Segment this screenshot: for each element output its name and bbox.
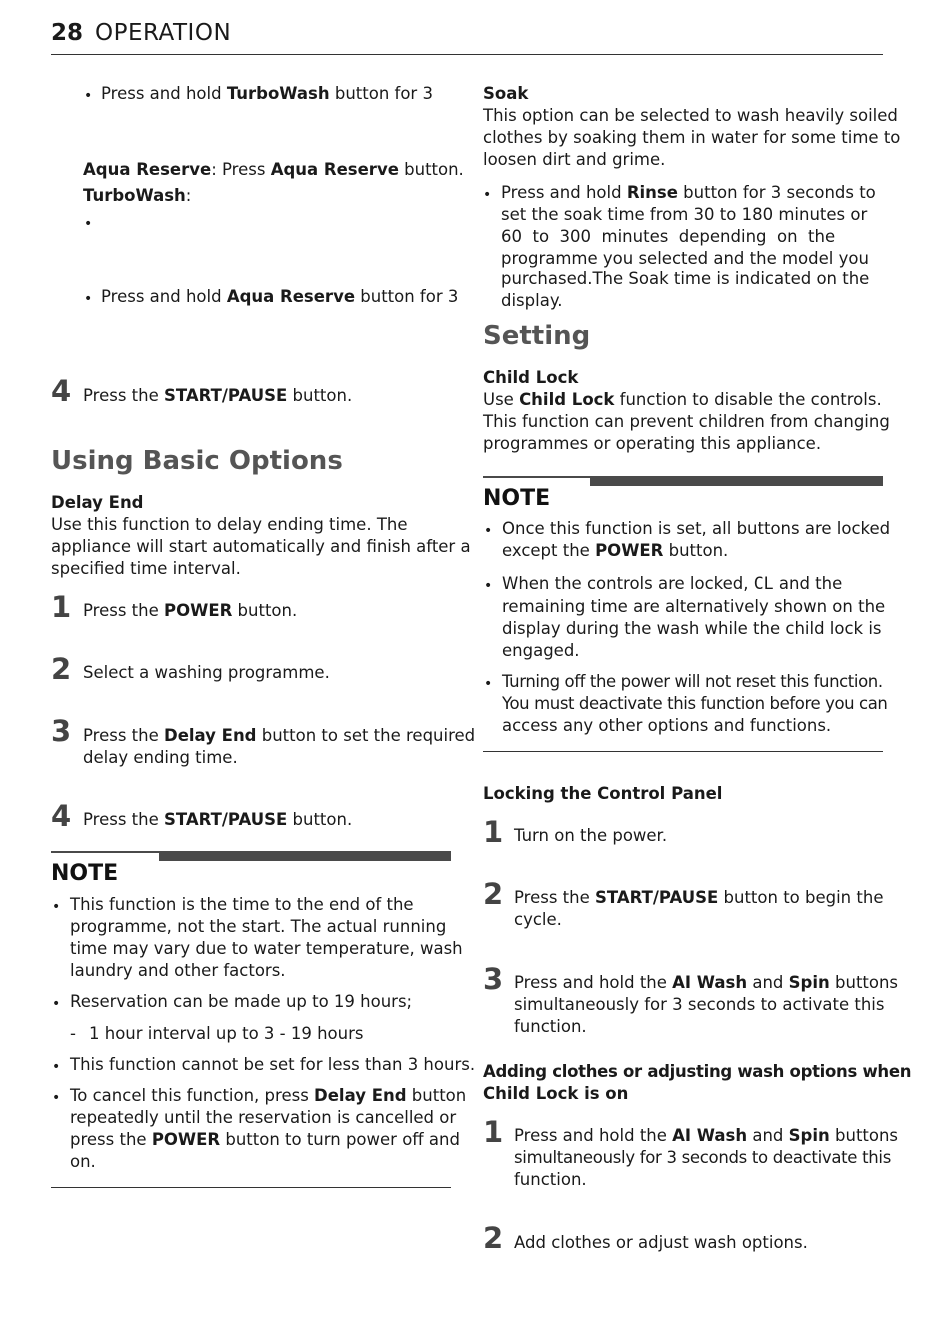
paragraph-line: programmes or operating this appliance. (483, 434, 822, 453)
aqua-reserve-hold-bullet: Press and hold Aqua Reserve button for 3 (101, 287, 459, 306)
paragraph-line: This option can be selected to wash heavily soiled (483, 106, 898, 125)
step-number: 2 (483, 1221, 504, 1255)
note-line: except the POWER button. (502, 541, 729, 560)
turbowash-label: TurboWash: (83, 186, 192, 205)
note-line: This function cannot be set for less than 3 hours. (70, 1055, 476, 1074)
note-bar (590, 476, 883, 486)
paragraph-line: clothes by soaking them in water for some time to (483, 128, 901, 147)
step-text: Press and hold the AI Wash and Spin buttons (514, 973, 899, 992)
note-line: time may vary due to water temperature, wash (70, 939, 463, 958)
soak-bullet-line: set the soak time from 30 to 180 minutes or (501, 205, 868, 224)
turbowash-hold-bullet: Press and hold TurboWash button for 3 (101, 84, 433, 103)
bullet-marker: • (52, 1090, 61, 1106)
header-divider (51, 54, 883, 55)
bullet-marker: • (52, 996, 61, 1012)
bullet-marker: • (84, 216, 93, 232)
step-text: Turn on the power. (514, 826, 668, 845)
soak-bullet-line: programme you selected and the model you (501, 249, 869, 268)
paragraph-line: appliance will start automatically and finish after a (51, 537, 471, 556)
note-line: laundry and other factors. (70, 961, 286, 980)
child-lock-heading: Child Lock (483, 368, 579, 387)
page-header-title: OPERATION (95, 20, 232, 46)
step-number: 3 (483, 962, 504, 996)
bullet-marker: • (52, 899, 61, 915)
step-number: 4 (51, 799, 72, 833)
soak-heading: Soak (483, 84, 529, 103)
bullet-marker: • (484, 676, 493, 692)
paragraph-line: specified time interval. (51, 559, 241, 578)
step-number: 4 (51, 374, 72, 408)
note-line: display during the wash while the child lock is (502, 619, 882, 638)
note-line: Turning off the power will not reset this function. (502, 672, 883, 691)
soak-bullet-line: purchased.The Soak time is indicated on the (501, 269, 870, 288)
note-line: engaged. (502, 641, 580, 660)
page-number: 28 (51, 20, 84, 46)
step-text: Press and hold the AI Wash and Spin buttons (514, 1126, 899, 1145)
delay-end-heading: Delay End (51, 493, 144, 512)
aqua-reserve-line: Aqua Reserve: Press Aqua Reserve button. (83, 160, 464, 179)
step-text: Press the Delay End button to set the required (83, 726, 476, 745)
step-text: Press the START/PAUSE button. (83, 810, 353, 829)
note-bottom-rule (51, 1187, 451, 1188)
step-number: 2 (51, 652, 72, 686)
paragraph-line: Use Child Lock function to disable the controls. (483, 390, 882, 409)
step-text-cont: simultaneously for 3 seconds to deactivate this (514, 1148, 892, 1167)
sub-bullet-dash: - (70, 1024, 76, 1043)
paragraph-line: Use this function to delay ending time. The (51, 515, 408, 534)
note-line: repeatedly until the reservation is cancelled or (70, 1108, 457, 1127)
note-line: When the controls are locked, CL and the (502, 574, 843, 593)
note-line: on. (70, 1152, 96, 1171)
step-text-cont: delay ending time. (83, 748, 238, 767)
note-top-rule (483, 476, 590, 478)
step-text: Select a washing programme. (83, 663, 330, 682)
note-line: Once this function is set, all buttons are locked (502, 519, 891, 538)
step-text-cont: simultaneously for 3 seconds to activate this (514, 995, 885, 1014)
note-line: This function is the time to the end of the (70, 895, 414, 914)
note-line: 1 hour interval up to 3 - 19 hours (89, 1024, 364, 1043)
paragraph-line: loosen dirt and grime. (483, 150, 666, 169)
bullet-marker: • (484, 578, 493, 594)
step-number: 2 (483, 877, 504, 911)
step-text: Press the POWER button. (83, 601, 298, 620)
note-bar (159, 851, 451, 861)
soak-bullet-line: Press and hold Rinse button for 3 seconds to (501, 183, 876, 202)
step-text: Press the START/PAUSE button. (83, 386, 353, 405)
step-number: 1 (483, 815, 504, 849)
note-line: You must deactivate this function before you can (502, 694, 888, 713)
bullet-marker: • (84, 88, 93, 104)
note-title: NOTE (483, 486, 551, 511)
soak-bullet-line: 60 to 300 minutes depending on the (501, 227, 836, 246)
step-number: 3 (51, 714, 72, 748)
note-line: access any other options and functions. (502, 716, 832, 735)
section-title: Using Basic Options (51, 446, 343, 476)
soak-bullet-line: display. (501, 291, 563, 310)
note-top-rule (51, 851, 159, 853)
note-title: NOTE (51, 861, 119, 886)
step-number: 1 (483, 1115, 504, 1149)
paragraph-line: This function can prevent children from changing (483, 412, 890, 431)
note-line: press the POWER button to turn power off and (70, 1130, 460, 1149)
step-text-cont: function. (514, 1017, 587, 1036)
step-number: 1 (51, 590, 72, 624)
locking-heading: Locking the Control Panel (483, 784, 723, 803)
bullet-marker: • (52, 1059, 61, 1075)
note-line: To cancel this function, press Delay End button (70, 1086, 467, 1105)
note-line: programme, not the start. The actual running (70, 917, 447, 936)
adding-heading: Adding clothes or adjusting wash options when (483, 1062, 912, 1081)
bullet-marker: • (483, 187, 492, 203)
bullet-marker: • (484, 523, 493, 539)
section-title: Setting (483, 321, 591, 351)
step-text-cont: function. (514, 1170, 587, 1189)
step-text: Add clothes or adjust wash options. (514, 1233, 808, 1252)
note-line: Reservation can be made up to 19 hours; (70, 992, 413, 1011)
step-text-cont: cycle. (514, 910, 562, 929)
note-bottom-rule (483, 751, 883, 752)
note-line: remaining time are alternatively shown on the (502, 597, 886, 616)
bullet-marker: • (84, 291, 93, 307)
adding-heading: Child Lock is on (483, 1084, 629, 1103)
step-text: Press the START/PAUSE button to begin the (514, 888, 884, 907)
